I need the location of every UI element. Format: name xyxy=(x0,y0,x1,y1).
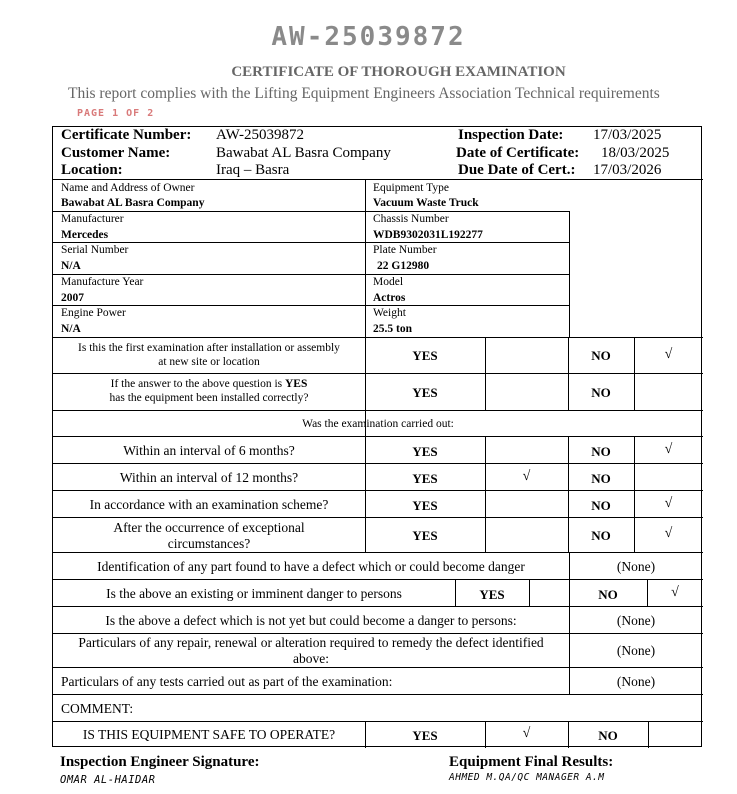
plate-value: 22 G12980 xyxy=(377,260,430,272)
grid-line xyxy=(455,579,456,606)
grid-line xyxy=(569,606,570,667)
question-repair-particulars: Particulars of any repair, renewal or alteration required to remedy the defect identified above: xyxy=(78,635,544,666)
question-first-examination: Is this the first examination after installation or assembly at new site or location xyxy=(78,342,340,368)
manufacturer-value: Mercedes xyxy=(61,229,109,241)
grid-line xyxy=(53,721,703,722)
grid-line xyxy=(53,463,703,464)
grid-line xyxy=(568,436,569,552)
question-imminent-danger: Is the above an existing or imminent danger to persons xyxy=(106,586,402,601)
grid-line xyxy=(634,337,635,410)
q6-no-check: √ xyxy=(664,526,673,541)
q2-yes: YES xyxy=(412,385,438,400)
year-value: 2007 xyxy=(61,292,84,304)
weight-value: 25.5 ton xyxy=(373,323,412,335)
customer-name: Bawabat AL Basra Company xyxy=(216,145,391,161)
safe-yes-check: √ xyxy=(522,726,531,741)
equipment-type-label: Equipment Type xyxy=(373,182,449,194)
final-results-label: Equipment Final Results: xyxy=(449,754,614,770)
serial-value: N/A xyxy=(61,260,81,272)
grid-line xyxy=(569,552,570,579)
location-label: Location: xyxy=(61,162,123,178)
safe-yes: YES xyxy=(412,728,438,743)
q2-text-post: has the equipment been installed correctly? xyxy=(109,392,309,404)
grid-line xyxy=(53,633,703,634)
grid-line xyxy=(568,721,569,748)
location-value: Iraq – Basra xyxy=(216,162,290,178)
q8-no: NO xyxy=(598,587,618,602)
q1-yes: YES xyxy=(412,348,438,363)
grid-line xyxy=(53,179,703,180)
q8-no-check: √ xyxy=(671,585,679,600)
q3-no-check: √ xyxy=(664,442,673,457)
grid-line xyxy=(53,579,703,580)
grid-line xyxy=(365,436,366,552)
question-future-danger: Is the above a defect which is not yet but could become a danger to persons: xyxy=(105,613,517,628)
question-tests-particulars: Particulars of any tests carried out as part of the examination: xyxy=(61,674,393,689)
q9-answer: (None) xyxy=(616,613,656,628)
grid-line xyxy=(485,721,486,748)
q11-answer: (None) xyxy=(616,674,656,689)
question-installed-correctly xyxy=(73,377,345,405)
grid-line xyxy=(53,410,703,411)
grid-line xyxy=(53,606,703,607)
certificate-number-label: Certificate Number: xyxy=(61,127,192,143)
q3-no: NO xyxy=(591,444,611,459)
inspection-date-label: Inspection Date: xyxy=(458,127,564,143)
equipment-type-value: Vacuum Waste Truck xyxy=(373,197,479,209)
grid-line xyxy=(53,436,703,437)
document-subtitle: This report complies with the Lifting Equipment Engineers Association Technical requirements xyxy=(68,85,660,102)
plate-label: Plate Number xyxy=(373,244,437,256)
final-results-signature: AHMED M.QA/QC MANAGER A.M xyxy=(449,772,605,783)
q7-answer: (None) xyxy=(616,559,656,574)
grid-line xyxy=(53,490,703,491)
customer-name-label: Customer Name: xyxy=(61,145,171,161)
signature-label: Inspection Engineer Signature: xyxy=(60,754,260,770)
q2-no: NO xyxy=(591,385,611,400)
safe-no: NO xyxy=(598,728,618,743)
question-defect-identification: Identification of any part found to have a defect which or could become danger xyxy=(97,559,525,574)
grid-line xyxy=(53,305,569,306)
grid-line xyxy=(529,579,530,606)
q6-yes: YES xyxy=(412,528,438,543)
question-6-months: Within an interval of 6 months? xyxy=(123,443,295,458)
inspection-date: 17/03/2025 xyxy=(593,127,662,143)
grid-line xyxy=(647,579,648,606)
chassis-value: WDB9302031L192277 xyxy=(373,229,483,241)
certificate-id-banner: AW-25039872 xyxy=(271,22,466,52)
q8-yes: YES xyxy=(479,587,505,602)
grid-line xyxy=(53,274,569,275)
grid-line xyxy=(634,436,635,552)
grid-line xyxy=(53,694,703,695)
certificate-table xyxy=(52,126,702,747)
grid-line xyxy=(485,436,486,552)
q3-yes: YES xyxy=(412,444,438,459)
grid-line xyxy=(648,721,649,748)
question-safe-to-operate: IS THIS EQUIPMENT SAFE TO OPERATE? xyxy=(82,727,336,742)
engineer-signature: OMAR AL-HAIDAR xyxy=(60,774,156,786)
q4-yes: YES xyxy=(412,471,438,486)
grid-line xyxy=(53,373,703,374)
q10-answer: (None) xyxy=(616,643,656,658)
document-title: CERTIFICATE OF THOROUGH EXAMINATION xyxy=(231,64,566,80)
grid-line xyxy=(53,337,703,338)
grid-line xyxy=(53,552,703,553)
engine-value: N/A xyxy=(61,323,81,335)
owner-label: Name and Address of Owner xyxy=(61,182,195,194)
q2-text-bold: YES xyxy=(285,378,308,390)
grid-line xyxy=(53,211,569,212)
q2-text-pre: If the answer to the above question is xyxy=(110,378,285,390)
q4-yes-check: √ xyxy=(522,469,531,484)
grid-line xyxy=(569,667,570,694)
comment-label: COMMENT: xyxy=(61,701,134,716)
q1-no-check: √ xyxy=(664,347,673,362)
grid-line xyxy=(568,337,569,410)
date-of-certificate-label: Date of Certificate: xyxy=(456,145,580,161)
due-date: 17/03/2026 xyxy=(593,162,662,178)
chassis-label: Chassis Number xyxy=(373,213,449,225)
grid-line xyxy=(569,579,570,606)
q5-no-check: √ xyxy=(664,496,673,511)
certificate-number: AW-25039872 xyxy=(216,127,304,143)
question-examination-scheme: In accordance with an examination scheme? xyxy=(89,497,329,512)
q6-no: NO xyxy=(591,528,611,543)
year-label: Manufacture Year xyxy=(61,276,144,288)
q5-no: NO xyxy=(591,498,611,513)
page-label: PAGE 1 OF 2 xyxy=(77,108,155,119)
manufacturer-label: Manufacturer xyxy=(61,213,124,225)
date-of-certificate: 18/03/2025 xyxy=(601,145,670,161)
grid-line xyxy=(53,242,569,243)
model-label: Model xyxy=(373,276,404,288)
grid-line xyxy=(53,667,703,668)
question-12-months: Within an interval of 12 months? xyxy=(119,470,299,485)
grid-line xyxy=(485,337,486,410)
grid-line xyxy=(569,211,570,337)
due-date-label: Due Date of Cert.: xyxy=(458,162,576,178)
q1-no: NO xyxy=(591,348,611,363)
model-value: Actros xyxy=(373,292,406,304)
owner-value: Bawabat AL Basra Company xyxy=(61,197,205,209)
serial-label: Serial Number xyxy=(61,244,129,256)
q5-yes: YES xyxy=(412,498,438,513)
grid-line xyxy=(365,721,366,748)
weight-label: Weight xyxy=(373,307,406,319)
examination-header: Was the examination carried out: xyxy=(302,418,454,430)
question-exceptional-circumstances: After the occurrence of exceptional circumstances? xyxy=(113,520,305,551)
engine-label: Engine Power xyxy=(61,307,126,319)
q4-no: NO xyxy=(591,471,611,486)
grid-line xyxy=(53,517,703,518)
